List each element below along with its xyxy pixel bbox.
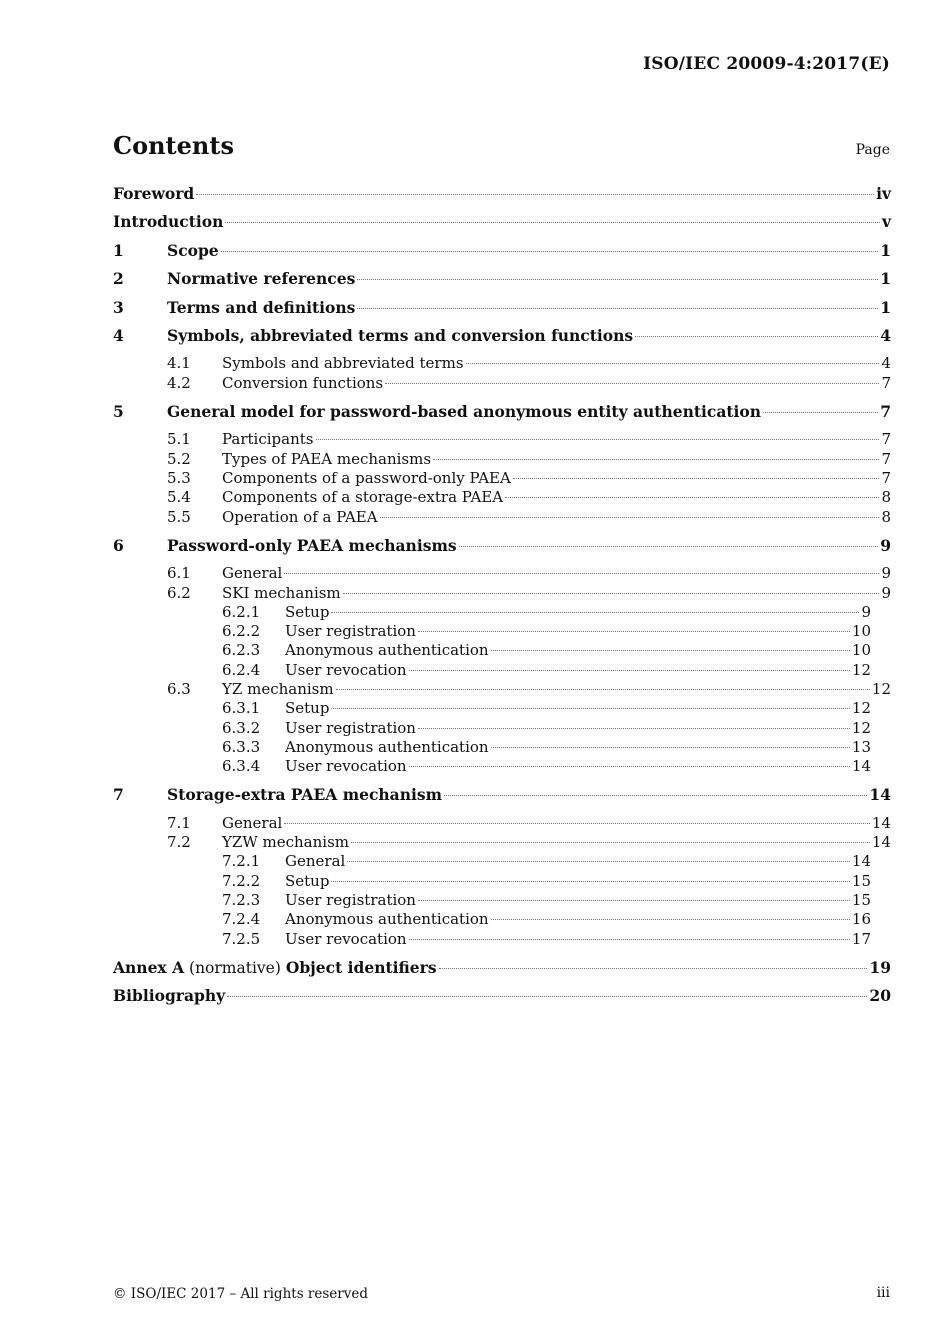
toc-entry-title-text: Anonymous authentication [285,910,489,929]
toc-leader-dots [418,899,850,901]
toc-entry[interactable] [113,469,891,488]
toc-leader-dots [336,688,870,690]
toc-entry-number: 5 [113,401,124,421]
toc-leader-dots [439,967,868,969]
toc-leader-dots [505,496,879,498]
toc-entry-number: 6 [113,535,124,555]
toc-entry-annex-title: Object identifiers [285,957,437,977]
toc-entry[interactable] [113,450,891,469]
toc-entry-number: 6.3.1 [222,699,261,718]
toc-entry[interactable] [113,833,891,852]
toc-entry-page: 4 [881,354,891,373]
toc-entry-page: 10 [851,622,871,641]
toc-entry-number: 7.2 [167,833,191,852]
toc-entry[interactable] [113,212,891,240]
toc-entry-page: 19 [869,957,891,977]
toc-entry-number: 6.3.2 [222,718,261,737]
toc-entry-number: 7.2.2 [222,871,261,890]
toc-entry[interactable] [113,958,891,986]
toc-leader-dots [331,611,859,613]
toc-entry-title [113,986,225,1005]
toc-entry-page: 7 [881,468,891,487]
toc-entry-title [167,269,355,288]
toc-entry-title-text: User registration [285,622,416,641]
toc-entry-title [167,785,442,804]
toc-entry[interactable] [113,661,891,680]
toc-entry-title [222,450,431,468]
toc-entry-page: 20 [869,986,891,1006]
toc-entry-number: 5.2 [167,449,191,468]
toc-entry-number: 6.3.3 [222,737,261,756]
toc-entry-title-text: User registration [285,891,416,910]
toc-entry-title [222,469,511,487]
toc-entry-number: 5.5 [167,507,191,526]
toc-leader-dots [491,649,850,651]
contents-title: Contents [113,131,234,160]
toc-entry-title [285,852,345,870]
toc-entry-number: 5.1 [167,430,191,449]
toc-entry-title [285,930,407,948]
toc-leader-dots [347,860,850,862]
toc-entry[interactable] [113,374,891,393]
toc-entry-number: 7.2.5 [222,929,261,948]
toc-leader-dots [343,592,880,594]
toc-entry-number: 6.2.4 [222,660,261,679]
toc-entry[interactable] [113,641,891,660]
footer-page-number: iii [876,1285,890,1301]
toc-entry[interactable] [113,354,891,373]
toc-leader-dots [227,995,867,997]
toc-entry-title [222,354,464,372]
toc-leader-dots [409,669,850,671]
toc-leader-dots [444,794,867,796]
toc-entry[interactable] [113,986,891,1014]
toc-leader-dots [351,841,870,843]
toc-leader-dots [491,918,850,920]
toc-entry-page: 7 [881,373,891,392]
toc-entry-title-text: Anonymous authentication [285,641,489,660]
toc-entry-title-text: Setup [285,871,330,890]
toc-entry-title-text: Symbols and abbreviated terms [222,354,464,373]
toc-leader-dots [418,630,850,632]
toc-entry-number: 4 [113,325,124,345]
toc-entry-title-text: Introduction [113,212,224,232]
toc-entry[interactable] [113,298,891,326]
toc-entry-title-text: Bibliography [113,986,226,1006]
toc-entry-number: 6.2 [167,583,191,602]
toc-entry-title [222,814,282,832]
document-header-id: ISO/IEC 20009-4:2017(E) [643,54,890,74]
toc-entry-title-text: General [285,852,346,871]
toc-entry-number: 4.2 [167,373,191,392]
toc-entry-title [285,910,489,928]
toc-leader-dots [316,438,880,440]
toc-entry-title [285,603,329,621]
toc-entry-page: 8 [881,488,891,507]
toc-entry-number: 7.1 [167,813,191,832]
toc-entry[interactable] [113,622,891,641]
toc-leader-dots [196,193,874,195]
toc-entry[interactable] [113,699,891,718]
toc-entry-title [285,719,416,737]
toc-entry[interactable] [113,326,891,354]
page-column-label: Page [855,142,890,158]
toc-entry[interactable] [113,536,891,564]
toc-entry[interactable] [113,584,891,603]
toc-entry-number: 6.3.4 [222,757,261,776]
toc-leader-dots [380,516,880,518]
toc-entry-title-text: User revocation [285,757,407,776]
toc-entry-number: 2 [113,269,124,289]
toc-entry-page: 4 [880,325,891,345]
toc-entry[interactable] [113,488,891,507]
toc-entry-number: 4.1 [167,354,191,373]
toc-entry-title [222,488,503,506]
toc-entry[interactable] [113,402,891,430]
toc-leader-dots [418,727,850,729]
toc-entry[interactable] [113,757,891,776]
toc-entry-number: 6.1 [167,564,191,583]
toc-entry[interactable] [113,738,891,757]
toc-entry-page: 7 [881,430,891,449]
toc-entry[interactable] [113,241,891,269]
toc-entry-title-text: Setup [285,699,330,718]
toc-entry-page: 12 [851,699,871,718]
toc-entry-number: 3 [113,297,124,317]
toc-entry[interactable] [113,564,891,583]
toc-entry-number: 5.3 [167,468,191,487]
toc-entry-title-text: Setup [285,602,330,621]
toc-entry-page: 12 [851,718,871,737]
footer-copyright: © ISO/IEC 2017 – All rights reserved [113,1286,368,1302]
toc-leader-dots [409,938,850,940]
toc-entry[interactable] [113,814,891,833]
toc-entry-title-text: User registration [285,718,416,737]
toc-entry-page: 1 [880,269,891,289]
toc-entry[interactable] [113,852,891,871]
toc-entry-title [222,374,383,392]
toc-entry-title-text: Annex A [113,957,185,977]
toc-entry-title [167,402,761,421]
toc-entry-title [285,738,489,756]
toc-entry-title [113,958,437,977]
toc-entry-page: 14 [871,833,891,852]
toc-entry-page: 16 [851,910,871,929]
toc-entry-title-text: YZW mechanism [222,833,349,852]
toc-entry[interactable] [113,269,891,297]
toc-entry-page: 1 [880,297,891,317]
toc-entry[interactable] [113,930,891,949]
toc-entry-title-text: YZ mechanism [222,679,334,698]
toc-entry[interactable] [113,430,891,449]
toc-leader-dots [221,250,879,252]
toc-leader-dots [284,572,879,574]
toc-entry-title [167,241,219,260]
toc-entry-title-text: Operation of a PAEA [222,507,378,526]
toc-entry-title-text: Terms and definitions [167,297,356,317]
toc-leader-dots [331,707,849,709]
toc-entry[interactable] [113,891,891,910]
toc-entry-page: iv [876,184,891,203]
table-of-contents [113,184,891,1015]
toc-entry-title-text: Types of PAEA mechanisms [222,449,432,468]
toc-entry-title [285,622,416,640]
toc-entry-number: 7.2.1 [222,852,261,871]
toc-leader-dots [433,458,879,460]
toc-leader-dots [284,822,870,824]
toc-entry-title [285,757,407,775]
toc-entry-title [222,680,334,698]
toc-entry-title [222,430,314,448]
toc-entry-title-text: User revocation [285,929,407,948]
toc-entry-annex-type: (normative) [184,958,286,977]
toc-leader-dots [763,411,878,413]
toc-entry-page: 14 [869,785,891,805]
toc-entry-page: 7 [880,401,891,421]
toc-entry-page: 9 [881,564,891,583]
toc-leader-dots [459,545,879,547]
toc-entry-page: 14 [851,757,871,776]
toc-leader-dots [491,746,850,748]
toc-entry-number: 6.2.1 [222,602,261,621]
toc-leader-dots [331,880,849,882]
toc-entry[interactable] [113,680,891,699]
toc-entry-number: 6.2.2 [222,622,261,641]
toc-entry-page: 15 [851,891,871,910]
toc-leader-dots [357,278,878,280]
toc-entry-title-text: SKI mechanism [222,583,341,602]
toc-entry-page: 9 [880,535,891,555]
toc-entry-title [222,564,282,582]
toc-leader-dots [225,221,880,223]
toc-entry-title-text: General [222,813,283,832]
toc-entry-title-text: Components of a password-only PAEA [222,468,511,487]
toc-entry-title-text: Scope [167,240,219,260]
toc-entry-page: 10 [851,641,871,660]
toc-entry-title [167,326,633,345]
toc-leader-dots [409,765,850,767]
toc-entry-title [113,184,194,203]
toc-entry[interactable] [113,872,891,891]
toc-entry-number: 1 [113,240,124,260]
toc-entry-number: 7.2.3 [222,891,261,910]
toc-entry-title-text: Participants [222,430,314,449]
toc-entry-page: 1 [880,240,891,260]
toc-entry-title-text: Password-only PAEA mechanisms [167,535,457,555]
toc-entry-title-text: Storage-extra PAEA mechanism [167,785,442,805]
toc-entry-title [167,298,355,317]
toc-entry-title-text: General [222,564,283,583]
toc-entry-number: 7.2.4 [222,910,261,929]
toc-leader-dots [357,307,878,309]
toc-entry-title [113,212,223,231]
toc-entry-number: 6.2.3 [222,641,261,660]
toc-entry[interactable] [113,603,891,622]
toc-entry-title [285,699,329,717]
toc-entry-page: 15 [851,871,871,890]
toc-entry-number: 7 [113,785,124,805]
toc-entry-title-text: Foreword [113,184,195,203]
toc-entry-page: 17 [851,929,871,948]
toc-entry-title-text: Symbols, abbreviated terms and conversion functions [167,325,634,345]
toc-entry-page: 14 [871,813,891,832]
toc-entry-title-text: Normative references [167,269,356,289]
toc-entry[interactable] [113,910,891,929]
toc-entry-title-text: Anonymous authentication [285,737,489,756]
toc-entry[interactable] [113,719,891,738]
toc-entry-page: 7 [881,449,891,468]
toc-entry-title-text: User revocation [285,660,407,679]
toc-entry-page: 9 [881,583,891,602]
toc-entry-title [167,536,457,555]
toc-entry[interactable] [113,184,891,212]
toc-entry-title [222,833,349,851]
toc-entry-title [285,661,407,679]
toc-entry-page: 9 [861,602,871,621]
toc-entry-title [222,508,378,526]
toc-entry-page: 12 [851,660,871,679]
toc-entry-number: 6.3 [167,679,191,698]
toc-entry-page: v [881,212,891,232]
toc-leader-dots [635,335,878,337]
toc-leader-dots [513,477,880,479]
toc-entry-number: 5.4 [167,488,191,507]
toc-entry-page: 13 [851,737,871,756]
toc-entry[interactable] [113,785,891,813]
toc-leader-dots [385,382,879,384]
toc-entry-title [285,872,329,890]
toc-entry-title [285,641,489,659]
toc-entry-title-text: Components of a storage-extra PAEA [222,488,504,507]
toc-leader-dots [466,362,880,364]
toc-entry-title [222,584,341,602]
toc-entry-title-text: General model for password-based anonymous entity authentication [167,401,762,421]
toc-entry-page: 14 [851,852,871,871]
toc-entry-title-text: Conversion functions [222,373,384,392]
toc-entry[interactable] [113,508,891,527]
toc-entry-page: 8 [881,507,891,526]
toc-entry-page: 12 [871,679,891,698]
toc-entry-title [285,891,416,909]
